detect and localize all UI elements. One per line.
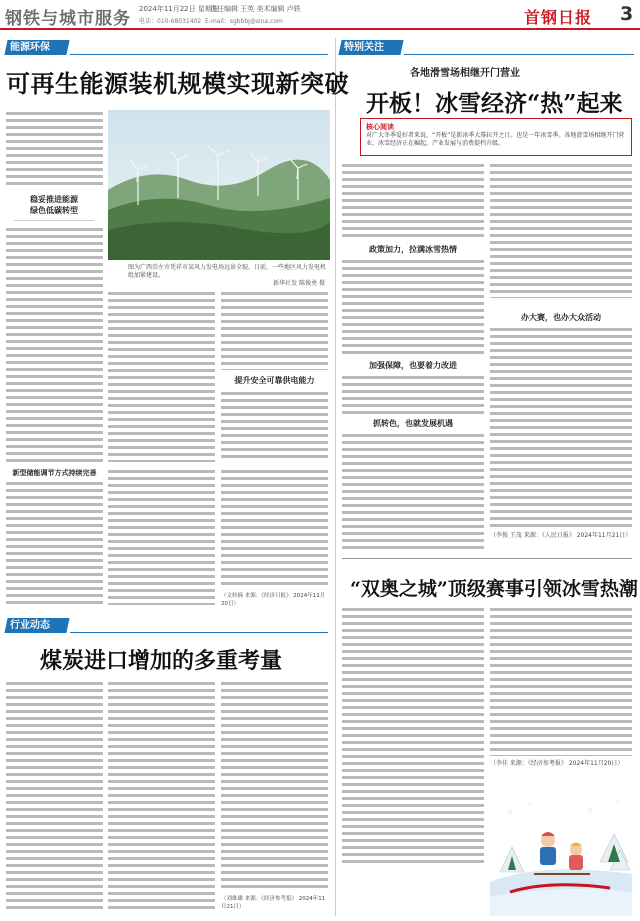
article-source: （文转摘 来源：《经济日报》 2024年11月20日） [221, 593, 326, 607]
core-reading-text: 对广大冬季爱好者来说，“开板”是新冰季大幕拉开之日。也是一年冰雪季。各地滑雪场相继开门营业，冰雪经济正在崛起，产业发展与消费提档升级。 [366, 132, 625, 147]
article-body [221, 468, 328, 588]
page-header [0, 0, 640, 30]
article-headline: 开板！冰雪经济“热”起来 [366, 90, 623, 117]
article-body [221, 680, 328, 890]
tag-rule [404, 54, 634, 55]
header-editors: 责任编辑 王英 美术编辑 卢轶 [210, 5, 301, 13]
article-body [342, 606, 484, 864]
article-body [6, 226, 103, 462]
article-body [6, 680, 103, 913]
article-subheading: 政策加力，拉满冰雪热情 [369, 245, 457, 254]
article-subheading: 加强保障，也要着力改进 [369, 361, 457, 370]
tag-rule [70, 632, 328, 633]
core-reading-box [360, 118, 632, 156]
newspaper-logo: 首钢日报 [524, 8, 593, 27]
article-source: （刘维雄 来源：《经济参考报》 2024年11月21日） [221, 896, 326, 910]
article-headline: “双奥之城”顶级赛事引领冰雪热潮 [350, 578, 638, 600]
ski-illustration [490, 792, 632, 916]
wind-farm-photo [108, 110, 330, 260]
column-tag-energy: 能源环保 [4, 40, 69, 55]
tag-rule [70, 54, 328, 55]
article-body [490, 606, 632, 756]
section-divider [342, 558, 632, 559]
column-tag-industry: 行业动态 [4, 618, 69, 633]
article-body [221, 390, 328, 462]
subhead-rule [14, 220, 94, 221]
photo-credit: 新华社发 陈俊勇 摄 [273, 280, 325, 287]
core-reading-label: 核心阅读 [366, 123, 394, 131]
photo-caption: 图为广西崇左市凭祥市某风力发电场远景全貌。日前，一些地区风力发电机组加紧建设。 [128, 264, 327, 279]
page-number: 3 [620, 3, 634, 25]
article-body [342, 162, 484, 240]
article-headline: 煤炭进口增加的多重考量 [40, 648, 283, 674]
article-body [490, 326, 632, 528]
article-subheading: 抓转色，也就发展机遇 [373, 419, 453, 428]
article-body [6, 480, 103, 605]
article-subheading: 提升安全可靠供电能力 [234, 376, 315, 385]
article-source: （李佳 来源：《经济参考报》 2024年11月20日） [490, 760, 624, 767]
column-tag-special: 特别关注 [338, 40, 403, 55]
article-body [108, 680, 215, 913]
article-body [342, 432, 484, 552]
article-source: （李俊 王茂 来源：《人民日报》 2024年11月21日） [490, 532, 632, 539]
article-subheading: 办大赛，也办大众活动 [521, 313, 601, 322]
article-body [221, 290, 328, 370]
article-subhead: 稳妥推进能源 绿色低碳转型 [30, 195, 78, 215]
article-body [490, 162, 632, 298]
article-body [6, 110, 103, 187]
article-body [342, 258, 484, 356]
article-subheading: 新型储能调节方式持续完善 [12, 469, 97, 477]
article-body [108, 290, 215, 462]
header-date: 2024年11月22日 星期五 [139, 5, 219, 13]
article-headline: 可再生能源装机规模实现新突破 [6, 70, 349, 98]
article-kicker: 各地滑雪场相继开门营业 [410, 68, 520, 79]
article-body [342, 374, 484, 414]
article-body [108, 468, 215, 605]
header-phone: 电话：010-68031402 [139, 18, 202, 25]
section-title: 钢铁与城市服务 [5, 9, 131, 29]
column-divider [335, 38, 336, 916]
header-email: E-mail：sgbbbj@sina.com [205, 18, 283, 25]
